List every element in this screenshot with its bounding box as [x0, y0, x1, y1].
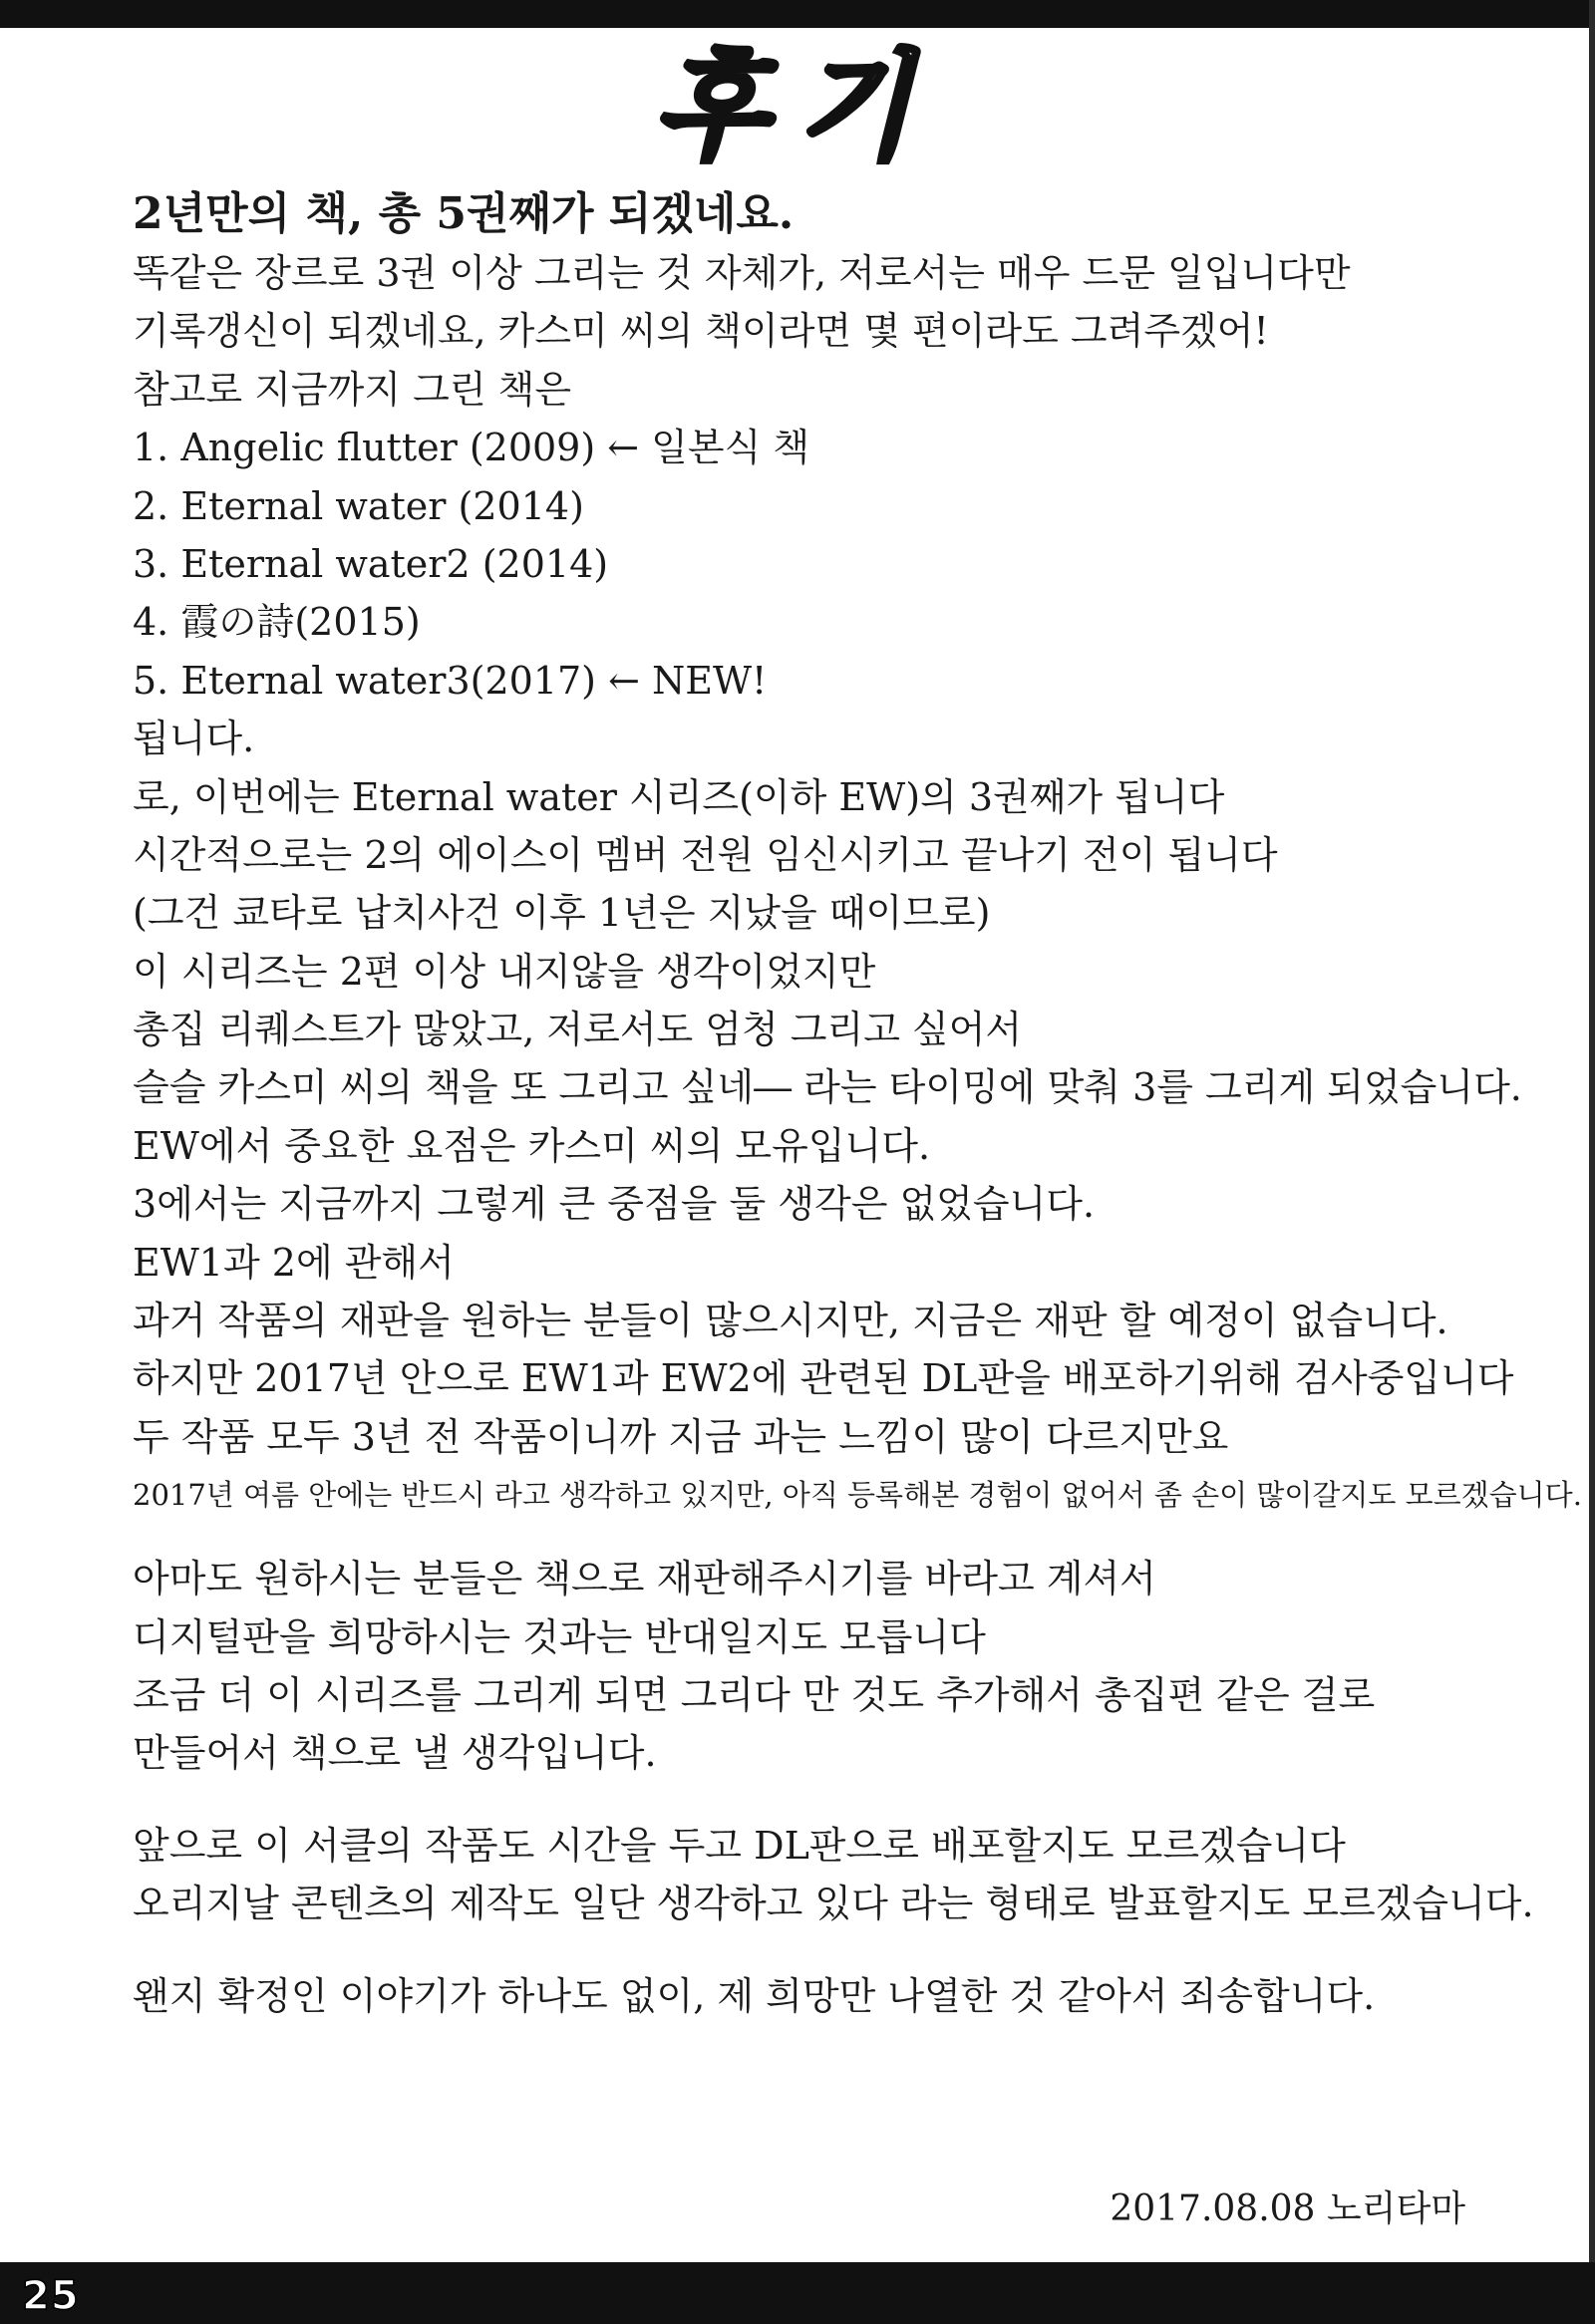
text-line: 참고로 지금까지 그린 책은: [133, 367, 572, 412]
afterword-body: [133, 184, 1582, 2025]
text-line: 디지털판을 희망하시는 것과는 반대일지도 모릅니다: [133, 1614, 986, 1659]
text-line: 총집 리퀘스트가 많았고, 저로서도 엄청 그리고 싶어서: [133, 1008, 1023, 1052]
page-number: 25: [22, 2273, 80, 2319]
book-list-item: 5. Eternal water3(2017) ← NEW!: [133, 658, 768, 703]
page-title: 후기: [654, 38, 941, 175]
text-line: 로, 이번에는 Eternal water 시리즈(이하 EW)의 3권째가 됩니다: [133, 774, 1225, 819]
heading: 2년만의 책, 총 5권째가 되겠네요.: [133, 188, 795, 239]
text-line: 과거 작품의 재판을 원하는 분들이 많으시지만, 지금은 재판 할 예정이 없습니다.: [133, 1299, 1448, 1343]
paragraph-intro: [133, 244, 1528, 419]
text-line: EW에서 중요한 요점은 카스미 씨의 모유입니다.: [133, 1123, 931, 1168]
text-line: 앞으로 이 서클의 작품도 시간을 두고 DL판으로 배포할지도 모르겠습니다: [133, 1823, 1346, 1868]
text-line: 하지만 2017년 안으로 EW1과 EW2에 관련된 DL판을 배포하기위해 검사중입니다: [133, 1356, 1514, 1401]
bottom-border: [0, 2262, 1595, 2324]
text-line: 이 시리즈는 2편 이상 내지않을 생각이었지만: [133, 949, 876, 994]
text-line: 왠지 확정인 이야기가 하나도 없이, 제 희망만 나열한 것 같아서 죄송합니다.: [133, 1973, 1376, 2018]
spacer: [133, 1933, 1528, 1967]
paragraph-main: [133, 710, 1528, 1466]
top-border: [0, 0, 1595, 28]
signature-date: 2017.08.08 노리타마: [1110, 2188, 1465, 2229]
text-line: 시간적으로는 2의 에이스이 멤버 전원 임신시키고 끝나기 전이 됩니다: [133, 832, 1278, 877]
paragraph-future: [133, 1817, 1534, 1933]
spacer: [133, 1528, 1528, 1550]
book-list-item: 3. Eternal water2 (2014): [133, 541, 609, 586]
text-line: 오리지날 콘텐츠의 제작도 일단 생각하고 있다 라는 형태로 발표할지도 모르겠습니다.: [133, 1882, 1534, 1926]
paragraph-digital: [133, 1550, 1528, 1783]
text-line: EW1과 2에 관해서: [133, 1240, 455, 1285]
paragraph-closing: [133, 1967, 1528, 2025]
book-list-item: 2. Eternal water (2014): [133, 483, 584, 528]
text-line: 아마도 원하시는 분들은 책으로 재판해주시기를 바라고 계셔서: [133, 1557, 1156, 1601]
book-list: [133, 419, 1528, 710]
text-line: 됩니다.: [133, 717, 255, 761]
small-note: 2017년 여름 안에는 반드시 라고 생각하고 있지만, 아직 등록해본 경험이 없어서 좀 손이 많이갈지도 모르겠습니다.: [133, 1478, 1582, 1513]
text-line: 똑같은 장르로 3권 이상 그리는 것 자체가, 저로서는 매우 드문 일입니다만: [133, 251, 1351, 295]
book-list-item: 4. 霞の詩(2015): [133, 600, 421, 645]
text-line: 두 작품 모두 3년 전 작품이니까 지금 과는 느낌이 많이 다르지만요: [133, 1414, 1229, 1459]
text-line: 슬슬 카스미 씨의 책을 또 그리고 싶네― 라는 타이밍에 맞춰 3를 그리게 되었습니다.: [133, 1065, 1522, 1110]
text-line: 조금 더 이 시리즈를 그리게 되면 그리다 만 것도 추가해서 총집편 같은 걸로: [133, 1672, 1376, 1717]
spacer: [133, 1783, 1528, 1817]
right-border: [1589, 0, 1595, 2324]
text-line: 3에서는 지금까지 그렇게 큰 중점을 둘 생각은 없었습니다.: [133, 1182, 1096, 1227]
text-line: (그건 쿄타로 납치사건 이후 1년은 지났을 때이므로): [133, 891, 991, 936]
text-line: 만들어서 책으로 낼 생각입니다.: [133, 1731, 657, 1776]
book-list-item: 1. Angelic flutter (2009) ← 일본식 책: [133, 426, 810, 470]
text-line: 기록갱신이 되겠네요, 카스미 씨의 책이라면 몇 편이라도 그려주겠어!: [133, 309, 1269, 354]
